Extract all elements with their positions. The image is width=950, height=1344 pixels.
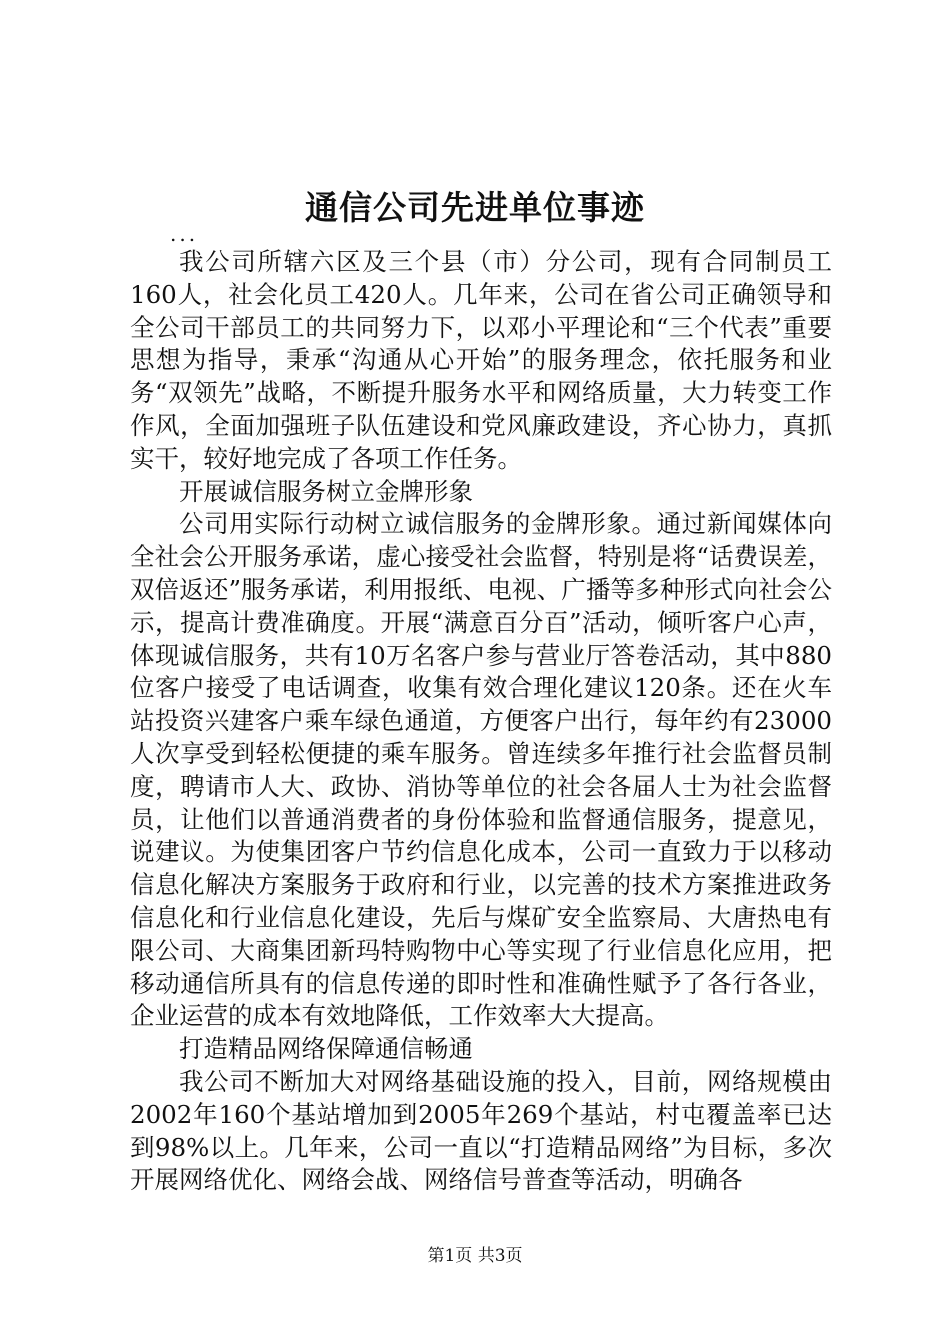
document-body (130, 222, 832, 1197)
ellipsis-marker: ... (170, 222, 199, 246)
document-title: 通信公司先进单位事迹 (305, 188, 645, 227)
paragraph-intro: 我公司所辖六区及三个县（市）分公司，现有合同制员工160人，社会化员工420人。几年来，公司在省公司正确领导和全公司干部员工的共同努力下，以邓小平理论和“三个代表”重要思想为指导，秉承“沟通从心开始”的服务理念，依托服务和业务“双领先”战略，不断提升服务水平和网络质量，大力转变工作作风，全面加强班子队伍建设和党风廉政建设，齐心协力，真抓实干，较好地完成了各项工作任务。 (130, 247, 832, 473)
section-heading-integrity: 开展诚信服务树立金牌形象 (179, 476, 473, 506)
paragraph-integrity-service: 公司用实际行动树立诚信服务的金牌形象。通过新闻媒体向全社会公开服务承诺，虚心接受社会监督，特别是将“话费误差，双倍返还”服务承诺，利用报纸、电视、广播等多种形式向社会公示，提高计费准确度。开展“满意百分百”活动，倾听客户心声，体现诚信服务，共有10万名客户参与营业厅答卷活动，其中880位客户接受了电话调查，收集有效合理化建议120条。还在火车站投资兴建客户乘车绿色通道，方便客户出行，每年约有23000人次享受到轻松便捷的乘车服务。曾连续多年推行社会监督员制度，聘请市人大、政协、消协等单位的社会各届人士为社会监督员，让他们以普通消费者的身份体验和监督通信服务，提意见，说建议。为使集团客户节约信息化成本，公司一直致力于以移动信息化解决方案服务于政府和行业，以完善的技术方案推进政务信息化和行业信息化建设，先后与煤矿安全监察局、大唐热电有限公司、大商集团新玛特购物中心等实现了行业信息化应用，把移动通信所具有的信息传递的即时性和准确性赋予了各行各业，企业运营的成本有效地降低，工作效率大大提高。 (130, 509, 832, 1031)
section-heading-network: 打造精品网络保障通信畅通 (179, 1034, 473, 1064)
page-footer: 第1页 共3页 (427, 1246, 523, 1266)
paragraph-network: 我公司不断加大对网络基础设施的投入，目前，网络规模由2002年160个基站增加到2005年269个基站，村屯覆盖率已达到98%以上。几年来，公司一直以“打造精品网络”为目标，多次开展网络优化、网络会战、网络信号普查等活动，明确各 (130, 1066, 832, 1195)
